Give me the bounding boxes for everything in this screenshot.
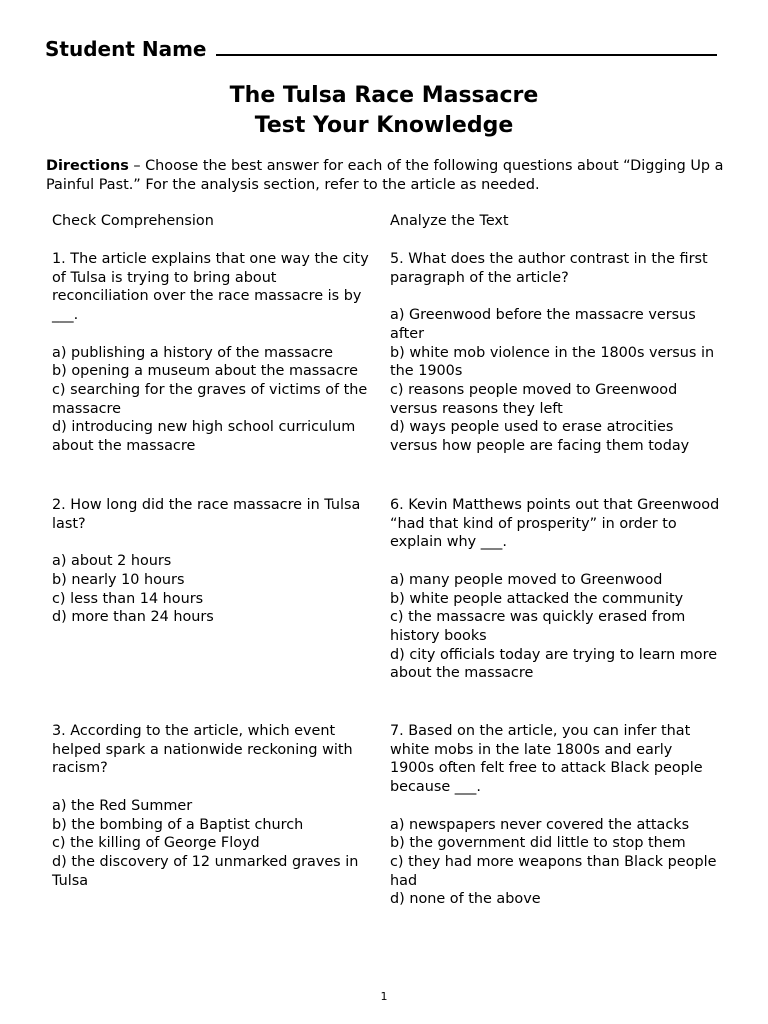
answer-option[interactable]: c) less than 14 hours xyxy=(52,590,204,607)
answer-options xyxy=(52,797,377,891)
question-text: 1. The article explains that one way the city of Tulsa is trying to bring about reconciliation over the race massacre is by ___. xyxy=(52,251,369,324)
answer-option[interactable]: c) the massacre was quickly erased from history books xyxy=(390,609,686,644)
answer-option[interactable]: b) opening a museum about the massacre xyxy=(52,363,358,380)
answer-option[interactable]: c) they had more weapons than Black people had xyxy=(390,853,717,889)
answer-option[interactable]: a) publishing a history of the massacre xyxy=(52,344,333,361)
question-3 xyxy=(52,722,377,890)
answer-option[interactable]: a) newspapers never covered the attacks xyxy=(390,816,690,833)
answer-options xyxy=(390,571,720,683)
section-heading-analyze-text: Analyze the Text xyxy=(390,213,509,229)
answer-options xyxy=(390,306,720,456)
answer-option[interactable]: d) more than 24 hours xyxy=(52,609,214,626)
answer-option[interactable]: d) none of the above xyxy=(390,891,541,908)
answer-option[interactable]: b) nearly 10 hours xyxy=(52,571,185,588)
page-title: The Tulsa Race Massacre xyxy=(229,83,539,108)
answer-options xyxy=(52,344,377,456)
page-number: 1 xyxy=(380,990,388,1003)
answer-option[interactable]: a) about 2 hours xyxy=(52,553,172,570)
student-name-label: Student Name xyxy=(45,37,207,61)
section-heading-check-comprehension: Check Comprehension xyxy=(52,213,214,229)
answer-option[interactable]: b) the bombing of a Baptist church xyxy=(52,816,304,833)
answer-option[interactable]: a) Greenwood before the massacre versus after xyxy=(390,307,696,342)
student-name-line xyxy=(45,33,717,61)
answer-option[interactable]: c) the killing of George Floyd xyxy=(52,835,260,852)
answer-option[interactable]: d) ways people used to erase atrocities versus how people are facing them today xyxy=(390,419,690,455)
directions xyxy=(46,157,736,195)
answer-option[interactable]: a) many people moved to Greenwood xyxy=(390,571,663,588)
question-text: 3. According to the article, which event helped spark a nationwide reckoning with racism? xyxy=(52,723,353,777)
answer-option[interactable]: c) searching for the graves of victims of the massacre xyxy=(52,381,368,417)
answer-option[interactable]: b) the government did little to stop them xyxy=(390,835,686,852)
directions-text: – Choose the best answer for each of the following questions about “Digging Up a Painful Past.” For the analysis section, refer to the article as needed. xyxy=(46,158,724,193)
question-text: 5. What does the author contrast in the first paragraph of the article? xyxy=(390,251,708,286)
student-name-blank[interactable] xyxy=(216,54,717,56)
answer-option[interactable]: b) white mob violence in the 1800s versus in the 1900s xyxy=(390,344,715,380)
answer-option[interactable]: a) the Red Summer xyxy=(52,797,193,814)
answer-option[interactable]: d) the discovery of 12 unmarked graves in Tulsa xyxy=(52,853,359,889)
question-2 xyxy=(52,496,377,627)
question-text: 2. How long did the race massacre in Tulsa last? xyxy=(52,497,361,532)
question-6 xyxy=(390,496,720,683)
directions-label: Directions xyxy=(46,158,129,174)
answer-option[interactable]: c) reasons people moved to Greenwood versus reasons they left xyxy=(390,381,678,417)
question-text: 6. Kevin Matthews points out that Greenwood “had that kind of prosperity” in order to explain why ___. xyxy=(390,497,720,551)
answer-option[interactable]: d) introducing new high school curriculum about the massacre xyxy=(52,419,356,455)
question-1 xyxy=(52,250,377,456)
question-5 xyxy=(390,250,720,456)
answer-option[interactable]: b) white people attacked the community xyxy=(390,590,684,607)
question-7 xyxy=(390,722,720,909)
question-text: 7. Based on the article, you can infer that white mobs in the late 1800s and early 1900s often felt free to attack Black people because ___. xyxy=(390,723,703,796)
answer-option[interactable]: d) city officials today are trying to learn more about the massacre xyxy=(390,646,718,682)
answer-options xyxy=(52,552,377,627)
page-subtitle: Test Your Knowledge xyxy=(254,113,514,138)
answer-options xyxy=(390,816,720,910)
